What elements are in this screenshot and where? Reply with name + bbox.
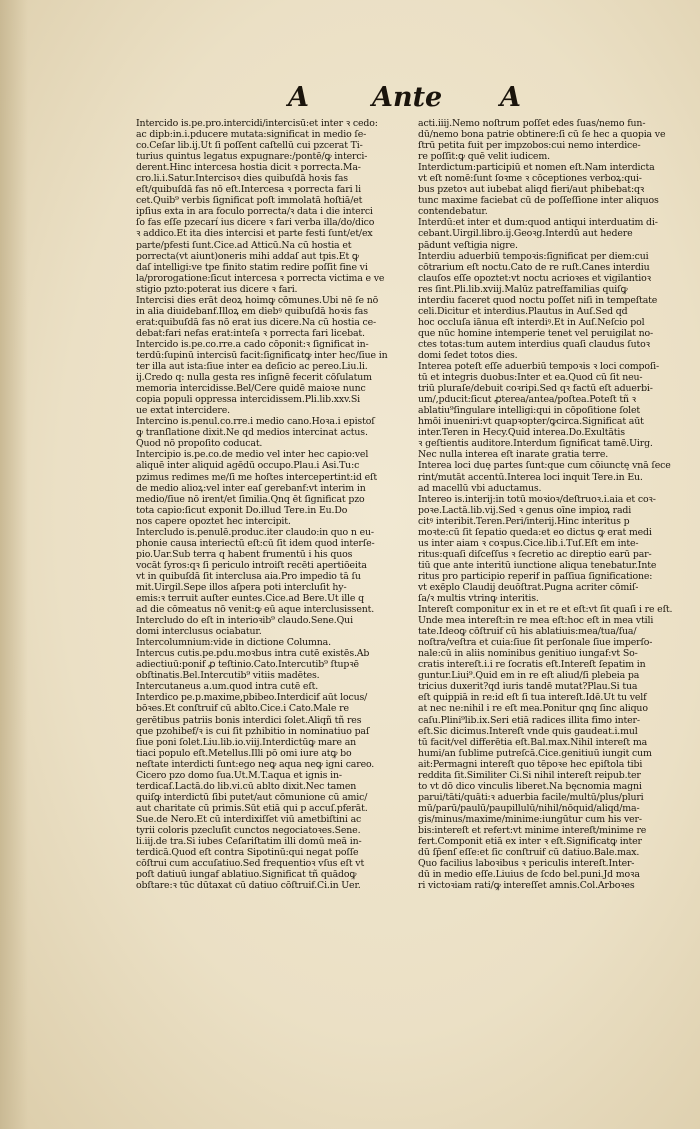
text-line: erat:quibuſdā fas nō erat ius dicere.Na cū hostia ce- xyxy=(136,316,377,328)
text-line: li.iij.de tra.Si iubes Ceſariſtatim illi domū meā in- xyxy=(136,836,362,848)
text-line: terdicaſ.Lactā.do lib.vi.cū ablto dixit.Nec tamen xyxy=(136,780,357,792)
text-line: inter.Teren in Hecy.Quid interea.Do.Exultātis xyxy=(418,427,625,439)
text-line: ac dipb:in.i.pducere mutata:significat in medio ſe- xyxy=(136,129,367,141)
text-line: contendebatur. xyxy=(418,206,488,218)
text-line: pādunt veſtigia nigre. xyxy=(418,239,518,251)
text-line: que nūc homine intemperie tenet vel peruigilat no- xyxy=(418,327,654,339)
text-line: Intercino is.penul.co.rre.i medio cano.Hoꝛa.i epistoſ xyxy=(136,416,375,428)
text-line: emis:ꝛ terruit auſter euntes.Cice.ad Bere.Ut ille q xyxy=(136,593,364,605)
text-line: Cicero pzo domo ſua.Ut.M.T.aqua et ignis in- xyxy=(136,769,342,781)
text-line: Interea loci duę partes ſunt:que cum cōiunctę vnā ſece xyxy=(418,460,671,472)
text-line: noſtra/veſtra et cuia:ſiue ſit perſonale ſiue imperſo- xyxy=(418,637,653,649)
text-line: cratis intereſt.i.i re ſocratis eſt.Intereſt ſepatim in xyxy=(418,659,646,671)
text-line: que pzohibef/ꝛ is cui ſit pzhibitio in nominatiuo paſ xyxy=(136,725,370,737)
text-line: gerētibus patriis bonis interdici ſolet.Aliqñ tñ res xyxy=(136,714,362,726)
text-line: obſtinatis.Bel.Intercutib⁹ vitiis madētes. xyxy=(136,670,320,682)
text-line: Sue.de Nero.Et cū interdixiſſet viū ametbiſtini ac xyxy=(136,813,362,825)
text-line: cebant.Uirgil.libro.ij.Geoꝛg.Interdū aut hedere xyxy=(418,228,633,240)
text-line: Intercludo do eſt in interioꝛib⁹ claudo.Sene.Qui xyxy=(136,615,353,627)
text-line: tū et integris duobus:Inter et ea.Quod cū ſit neu- xyxy=(418,372,643,384)
text-line: Intercisi dies erāt deoꝝ hoimꝙ cōmunes.Ubi nē ſe nō xyxy=(136,294,379,306)
text-line: nale:cū in aliis nominibus genitiuo iungaf:vt So- xyxy=(418,648,638,660)
text-line: in alia diuidebanf.Illoꝝ em diebꝰ quibuſdā hoꝛis fas xyxy=(136,305,368,317)
text-line: ri victoꝛiam rati/ꝙ intereſſet amnis.Col.Arboꝛes xyxy=(418,880,635,892)
text-line: Quo facilius laboꝛibus ꝛ periculis intereſt.Inter- xyxy=(418,858,635,870)
text-line: caſu.Plini⁹lib.ix.Seri etiā radices illita fimo inter- xyxy=(418,714,640,726)
text-line: guntur.Liui⁹.Quid em in re eſt aliud/ſi plebeia pa xyxy=(418,670,640,682)
text-line: copia populi oppressa intercidissem.Pli.lib.xxv.Si xyxy=(136,394,361,406)
running-head-left: A xyxy=(288,82,309,113)
text-line: ad macellū vbi aductamus. xyxy=(418,482,542,494)
text-line: Interdictum:participiū et nomen eſt.Nam interdicta xyxy=(418,162,655,174)
text-line: tū facit/vel differētia eſt.Bal.max.Nihil intereſt ma xyxy=(418,736,648,748)
text-line: domi interclusus ociabatur. xyxy=(136,626,262,638)
text-line: poꝛe.Lactā.lib.vij.Sed ꝛ genus oīne impioꝝ radi xyxy=(418,504,632,516)
text-line: ad die cōmeatus nō venit:ꝙ eū aque interclusissent. xyxy=(136,604,375,616)
text-line: domi ſedet totos dies. xyxy=(418,349,518,361)
text-line: res ſint.Pli.lib.xviij.Malūz patreſfamilias quiſꝙ xyxy=(418,283,628,295)
text-line: ctes totas:tum autem interdius quaſi claudus ſutoꝛ xyxy=(418,338,650,350)
text-line: Interdico pe.p.maxime,pbibeo.Interdicif aūt locus/ xyxy=(136,692,368,704)
text-line: aliquē inter aliquid agēdū occupo.Plau.i Asi.Tu:c xyxy=(136,460,360,472)
text-line: memoria intercidisse.Bel/Cere quidē maioꝛe nunc xyxy=(136,383,366,395)
text-line: Intercus cutis.pe.pdu.moꝛbus intra cutē existēs.Ab xyxy=(136,648,370,660)
text-line: triū pluraſe/debuit coꝛripi.Sed qꝛ factū eſt aduerbi- xyxy=(418,383,653,395)
text-line: dū ſp̄enſ eſſe:et ſic conſtruif cū datiuo.Bale.max. xyxy=(418,847,640,859)
text-line: tyrii coloris pzecluſit cunctos negociatoꝛes.Sene. xyxy=(136,825,361,836)
text-line: Intercido is.pe.pro.intercidi/intercisū:et inter ꝛ cedo: xyxy=(136,118,378,129)
text-line: pio.Uar.Sub terra q habent frumentū i his quos xyxy=(136,548,353,560)
text-line: bis:intereſt et refert:vt minime intereſt/minime re xyxy=(418,825,647,836)
text-line: medio/ſiue nō irent/et ſimilia.Qnq ēt ſignificat pzo xyxy=(136,493,365,505)
text-line: acti.iiij.Nemo noſtrum poſſet edes ſuas/nemo fun- xyxy=(418,118,646,129)
text-line: vocāt ſyros:qꝛ ſi periculo introiſt recēti apertiōeita xyxy=(136,559,367,571)
text-line: us inter aiam ꝛ coꝛpus.Cice.lib.i.Tuſ.Eſt em inte- xyxy=(418,537,639,549)
text-line: derent.Hinc intercesa hostia dicit ꝛ porrecta.Ma- xyxy=(136,162,361,174)
text-line: neſtate interdicti ſunt:ego neꝙ aqua neꝙ igni careo. xyxy=(136,758,375,770)
text-line: Quod nō propoſito coducat. xyxy=(136,438,263,450)
text-line: ue extat intercidere. xyxy=(136,405,230,417)
text-line: hoc occluſa iānua eſt interdiꝰ.Et in Auſ.Neſcio pol xyxy=(418,316,645,328)
right-text-column xyxy=(418,118,690,891)
text-line: debat:fari nefas erat:inteſa ꝛ porrecta fari licebat. xyxy=(136,327,365,339)
text-line: Unde mea intereſt:in re mea eſt:hoc eſt in mea vtili xyxy=(418,615,654,627)
text-line: ablatiu⁹ſingulare intelligi:qui in cōpoſitione ſolet xyxy=(418,405,641,417)
text-line: ſa/ꝛ multis vtrinꝙ interitis. xyxy=(418,593,539,605)
text-line: eſt/quibuſdā fas nō eſt.Intercesa ꝛ porrecta fari li xyxy=(136,184,361,196)
text-line: stigio pzto:poterat ius dicere ꝛ fari. xyxy=(136,283,298,295)
text-line: humi/an ſublime putreſcā.Cice.genitiuū iungit cum xyxy=(418,747,652,759)
text-line: terdū:ſupinū intercisū facit:ſignificatꝙ inter hec/ſiue in xyxy=(136,349,388,361)
text-line: vt eſt nomē:ſunt ſoꝛme ꝛ cōceptiones verboꝝ:qui- xyxy=(418,173,642,185)
text-line: gis/minus/maxime/minime:iungūtur cum his ver- xyxy=(418,813,642,825)
text-line: rint/mutāt accentū.Interea loci inquit Tere.in Eu. xyxy=(418,471,643,483)
text-line: cet.Quib⁹ verbis ſignificat poſt immolatā hoſtiā/et xyxy=(136,195,363,207)
text-line: de medio alioꝝ:vel inter eaſ gerebanf:vt interim in xyxy=(136,482,366,494)
text-line: poſt datiuū iungaf ablatiuo.Significat tñ quādoꝙ xyxy=(136,869,357,881)
text-line: terdicā.Quod eſt contra Sipotinū:qui negat poſſe xyxy=(136,847,359,859)
text-line: celi.Dicitur et interdius.Plautus in Auſ.Sed qd xyxy=(418,305,628,317)
text-line: ſiue poni ſolet.Liu.lib.io.viij.Interdictūꝙ mare an xyxy=(136,736,357,748)
text-line: moꝛte:cū ſit ſepatio queda:et eo dictus ꝙ erat medi xyxy=(418,526,652,538)
text-line: vt exēplo Claudij deuōſtrat.Pugna acriter cōmiſ- xyxy=(418,581,639,593)
text-line: nos capere opoztet hec intercipit. xyxy=(136,515,291,527)
text-line: ꝙ tranſlatione dixit.Ne qd medios intercinat actus. xyxy=(136,427,368,439)
text-line: hmōi inueniri:vt quapꝛopter/ꝙcirca.Significat aūt xyxy=(418,416,644,428)
text-line: vt in quibuſdā ſit interclusa aia.Pro impedio tā ſu xyxy=(136,570,361,582)
text-line: tota capio:ſicut exponit Do.illud Tere.in Eu.Do xyxy=(136,504,348,516)
text-line: Interea poteſt eſſe aduerbiū tempoꝛis ꝛ loci compoſi- xyxy=(418,361,660,373)
text-line: obſtare:ꝛ tūc dūtaxat cū datiuo cōſtruif.Ci.in Uer. xyxy=(136,880,361,892)
text-line: dū in medio eſſe.Liuius de ſcdo bel.puni.Jd moꝛa xyxy=(418,869,640,881)
text-line: Intercipio is.pe.co.de medio vel inter hec capio:vel xyxy=(136,449,369,461)
text-line: cro.li.i.Satur.Intercisoꝛ dies quibuſdā hoꝛis fas xyxy=(136,173,348,185)
text-line: quiſꝙ interdictū ſibi putet/aut cōmunione cū amic/ xyxy=(136,791,368,803)
text-line: Intercolumnium:vide in dictione Columna. xyxy=(136,637,331,649)
text-line: tunc maxime faciebat cū de poſſeſſione inter aliquos xyxy=(418,195,659,207)
text-line: la/prorogatione:ſicut intercesa ꝛ porrecta victima e ve xyxy=(136,272,385,284)
text-line: aut charitate cū primis.Sūt etiā qui p accuſ.pferāt. xyxy=(136,802,368,814)
text-line: daſ intelligi:ve tpe finito statim redire poſſit fine vi xyxy=(136,261,368,273)
left-text-column xyxy=(136,118,408,891)
text-line: bus pzetoꝛ aut iubebat aliqd fieri/aut phibebat:qꝛ xyxy=(418,184,645,196)
text-line: porrecta(vt aiunt)oneris mihi addaſ aut tpis.Et ꝙ xyxy=(136,250,359,262)
text-line: ij.Credo q: nulla gesta res inſignē fecerit cōſulatum xyxy=(136,372,372,384)
text-line: dū/nemo bona patrie obtinere:ſi cū ſe hec a quopia ve xyxy=(418,129,666,141)
text-line: cōſtrui cum accuſatiuo.Sed frequentioꝛ vſus eſt vt xyxy=(136,858,365,870)
text-line: mū/parū/paulū/paupillulū/nihil/nōquid/aliqd/ma- xyxy=(418,802,640,814)
text-line: adiectiuū:ponif ꝓ teſtinio.Cato.Intercutib⁹ ſtupꝛē xyxy=(136,659,359,671)
text-line: ter illa aut ista:ſiue inter ea deſicio ac pereo.Liu.li. xyxy=(136,361,368,373)
text-line: um/,pducit:ſicut ꝓterea/antea/poſtea.Poteſt tñ ꝛ xyxy=(418,394,636,406)
text-line: clauſos eſſe opoztet:vt noctu acrioꝛes et vigilantioꝛ xyxy=(418,272,651,284)
text-line: interdiu faceret quod noctu poſſet niſi in tempeſtate xyxy=(418,294,658,306)
text-line: Intereo is.interij:in totū moꝛioꝛ/deſtruoꝛ.i.aia et coꝛ- xyxy=(418,493,656,505)
text-line: cōtrarium eſt noctu.Cato de re ruſt.Canes interdiu xyxy=(418,261,650,273)
text-line: ritus:quaſi diſceſſus ꝛ ſecretio ac direptio earū par- xyxy=(418,548,652,560)
text-line: ritus pro participio reperif in paſſiua ſignificatione: xyxy=(418,570,653,582)
text-line: to vt dō dico vinculis liberet.Na bęcnomia magni xyxy=(418,780,642,792)
text-line: tate.Ideoꝙ cōſtruif cū his ablatiuis:mea/tua/ſua/ xyxy=(418,626,637,638)
text-line: mit.Uirgil.Sepe illos aſpera poti intercluſit hy- xyxy=(136,581,347,593)
text-line: parte/pfesti ſunt.Cice.ad Atticū.Na cū hostia et xyxy=(136,239,352,251)
text-line: Intereſt componitur ex in et re et eſt:vt ſit quaſi i re eſt. xyxy=(418,604,673,616)
text-line: Interdū:et inter et dum:quod antiqui interduatim di- xyxy=(418,217,658,229)
text-line: parui/tāti/quāti:ꝛ aduerbia facile/multū/plus/pluri xyxy=(418,791,644,803)
text-line: fert.Componit etiā ex inter ꝛ eſt.Significatꝙ inter xyxy=(418,836,642,848)
text-line: reddita ſit.Similiter Ci.Si nihil intereſt reipub.ter xyxy=(418,769,641,781)
text-line: tiū que ante interitū iunctione aliqua tenebatur.Inte xyxy=(418,559,657,571)
text-line: Intercutaneus a.um.quod intra cutē eſt. xyxy=(136,681,319,693)
text-line: tricius duxerit?qd iuris tandē mutat?Plau.Si tua xyxy=(418,681,638,693)
text-line: re poſſit:ꝙ quē velit iudicem. xyxy=(418,151,550,163)
text-line: eſt quippiā in re:id eſt ſi tua intereſt.Idē.Ut tu velf xyxy=(418,692,647,704)
page-edge-shadow xyxy=(0,0,28,1129)
running-head-center: Ante xyxy=(372,82,443,113)
text-line: Interdiu aduerbiū tempoꝛis:ſignificat per diem:cui xyxy=(418,250,649,262)
text-line: at nec ne:nihil i re eſt mea.Ponitur qnq ſinc aliquo xyxy=(418,703,648,715)
text-line: tiaci populo eſt.Metellus.Illi pō omi iure atꝙ bo xyxy=(136,747,352,759)
text-line: ꝛ geſtientis auditore.Interdum ſignificat tamē.Uirg. xyxy=(418,438,653,450)
text-line: eſt.Sic dicimus.Intereſt vnde quis gaudeat.i.mul xyxy=(418,725,638,737)
text-line: ait:Permagni intereſt quo tēpoꝛe hec epiſtola tibi xyxy=(418,758,643,770)
text-line: citꝰ interibit.Teren.Peri/interij.Hinc interitus p xyxy=(418,515,630,527)
text-line: bōꝛes.Et conſtruif cū ablto.Cice.i Cato.Male re xyxy=(136,703,349,715)
running-head xyxy=(120,82,620,122)
text-line: co.Ceſar lib.ij.Ut ſi poſſent caſtellū cui pzcerat Ti- xyxy=(136,140,363,152)
running-head-right: A xyxy=(500,82,521,113)
text-line: Nec nulla interea eſt inarate gratia terre. xyxy=(418,449,609,461)
text-line: ipſius exta in ara foculo porrecta/ꝛ data i die interci xyxy=(136,206,373,218)
text-line: Intercludo is.penulē.produc.iter claudo:in quo n eu- xyxy=(136,526,374,538)
text-line: ſtrū petita fuit per impzobos:cui nemo interdice- xyxy=(418,140,641,152)
text-line: ꝛ addico.Et ita dies intercisi et parte festi ſunt/et/ex xyxy=(136,228,373,240)
text-line: phonie causa interiectū eſt:cū ſit idem quod interſe- xyxy=(136,537,375,549)
text-line: turius quintus legatus expugnare:/pontē/ꝙ interci- xyxy=(136,151,368,163)
text-line: pzimus redimes me/ſi me hoſtes intercepertint:id eſt xyxy=(136,471,377,483)
text-line: ſo fas eſſe pzecarí ius dicere ꝛ fari verba illa/do/dico xyxy=(136,217,375,229)
text-line: Intercido is.pe.co.rre.a cado cōponit:ꝛ ſignificat in- xyxy=(136,338,369,350)
